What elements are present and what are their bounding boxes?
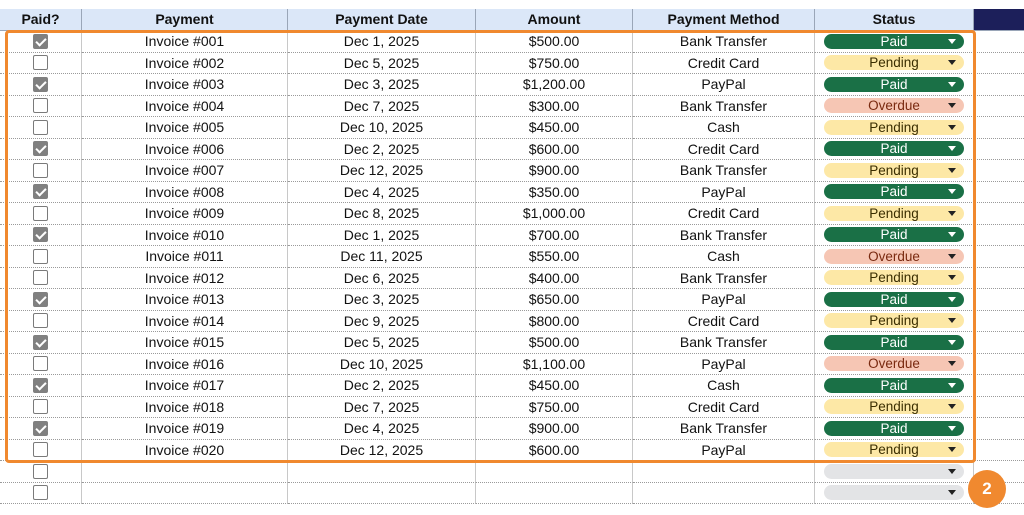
status-dropdown[interactable]: [824, 249, 964, 264]
status-label: Paid: [880, 291, 908, 307]
payment-date-cell[interactable]: Dec 4, 2025: [288, 182, 476, 204]
payment-cell[interactable]: Invoice #008: [82, 182, 288, 204]
table-row: [0, 117, 1024, 139]
amount-cell[interactable]: $450.00: [476, 117, 633, 139]
payment-date-cell[interactable]: Dec 10, 2025: [288, 117, 476, 139]
status-label: Pending: [869, 270, 919, 286]
status-dropdown[interactable]: [824, 184, 964, 199]
filler-cell: [974, 53, 1024, 75]
paid-checkbox[interactable]: [33, 227, 48, 242]
paid-cell: [0, 461, 82, 483]
payment-cell[interactable]: Invoice #010: [82, 225, 288, 247]
status-label: Overdue: [868, 356, 920, 372]
paid-checkbox[interactable]: [33, 206, 48, 221]
dropdown-arrow-icon[interactable]: [948, 447, 956, 452]
dropdown-arrow-icon[interactable]: [948, 469, 956, 474]
status-cell: [815, 96, 974, 118]
status-label: Paid: [880, 33, 908, 49]
paid-cell: [0, 440, 82, 462]
status-dropdown[interactable]: [824, 120, 964, 135]
dropdown-arrow-icon[interactable]: [948, 404, 956, 409]
paid-cell: [0, 182, 82, 204]
status-dropdown[interactable]: [824, 163, 964, 178]
filler-cell: [974, 225, 1024, 247]
filler-cell: [974, 160, 1024, 182]
filler-cell: [974, 182, 1024, 204]
payment-method-cell[interactable]: Credit Card: [633, 53, 815, 75]
payment-method-cell[interactable]: PayPal: [633, 354, 815, 376]
status-label: Pending: [869, 442, 919, 458]
status-cell: [815, 31, 974, 53]
paid-cell: [0, 96, 82, 118]
payment-cell[interactable]: Invoice #017: [82, 375, 288, 397]
payment-date-cell[interactable]: Dec 5, 2025: [288, 53, 476, 75]
paid-cell: [0, 311, 82, 333]
paid-checkbox[interactable]: [33, 356, 48, 371]
payment-cell[interactable]: Invoice #007: [82, 160, 288, 182]
dropdown-arrow-icon[interactable]: [948, 60, 956, 65]
payment-date-cell[interactable]: [288, 483, 476, 505]
status-cell: [815, 139, 974, 161]
amount-cell[interactable]: $600.00: [476, 440, 633, 462]
payment-method-cell[interactable]: [633, 483, 815, 505]
status-dropdown[interactable]: [824, 77, 964, 92]
payment-method-cell[interactable]: PayPal: [633, 289, 815, 311]
payment-date-cell[interactable]: Dec 4, 2025: [288, 418, 476, 440]
dropdown-arrow-icon[interactable]: [948, 146, 956, 151]
filler-cell: [974, 332, 1024, 354]
payment-cell[interactable]: [82, 461, 288, 483]
payment-cell[interactable]: Invoice #020: [82, 440, 288, 462]
paid-checkbox[interactable]: [33, 421, 48, 436]
payment-method-cell[interactable]: Bank Transfer: [633, 160, 815, 182]
table-row: [0, 203, 1024, 225]
header-row: [0, 9, 1024, 31]
payment-date-cell[interactable]: Dec 8, 2025: [288, 203, 476, 225]
status-dropdown[interactable]: [824, 442, 964, 457]
status-label: Paid: [880, 227, 908, 243]
paid-cell: [0, 289, 82, 311]
amount-cell[interactable]: $400.00: [476, 268, 633, 290]
status-cell: [815, 461, 974, 483]
status-label: Pending: [869, 119, 919, 135]
table-row: [0, 160, 1024, 182]
status-cell: [815, 53, 974, 75]
payment-date-cell[interactable]: Dec 12, 2025: [288, 440, 476, 462]
filler-cell: [974, 440, 1024, 462]
payment-date-cell[interactable]: Dec 10, 2025: [288, 354, 476, 376]
status-label: Pending: [869, 55, 919, 71]
paid-checkbox[interactable]: [33, 442, 48, 457]
filler-cell: [974, 117, 1024, 139]
amount-cell[interactable]: $750.00: [476, 397, 633, 419]
payment-date-cell[interactable]: Dec 3, 2025: [288, 74, 476, 96]
status-label: Paid: [880, 141, 908, 157]
status-label: Pending: [869, 399, 919, 415]
payment-date-cell[interactable]: Dec 3, 2025: [288, 289, 476, 311]
status-cell: [815, 440, 974, 462]
status-dropdown[interactable]: [824, 34, 964, 49]
payment-cell[interactable]: Invoice #009: [82, 203, 288, 225]
status-label: Pending: [869, 162, 919, 178]
amount-cell[interactable]: $450.00: [476, 375, 633, 397]
filler-cell: [974, 139, 1024, 161]
payment-method-cell[interactable]: Cash: [633, 246, 815, 268]
paid-cell: [0, 483, 82, 505]
amount-cell[interactable]: $1,000.00: [476, 203, 633, 225]
table-row: [0, 268, 1024, 290]
paid-checkbox[interactable]: [33, 270, 48, 285]
payment-date-cell[interactable]: Dec 1, 2025: [288, 31, 476, 53]
status-cell: [815, 375, 974, 397]
paid-checkbox[interactable]: [33, 335, 48, 350]
payment-cell[interactable]: Invoice #012: [82, 268, 288, 290]
payment-method-cell[interactable]: [633, 461, 815, 483]
payment-method-cell[interactable]: Bank Transfer: [633, 268, 815, 290]
column-header-payment[interactable]: Payment: [82, 9, 288, 31]
status-label: Overdue: [868, 248, 920, 264]
payment-date-cell[interactable]: Dec 9, 2025: [288, 311, 476, 333]
payment-method-cell[interactable]: PayPal: [633, 182, 815, 204]
status-dropdown[interactable]: [824, 55, 964, 70]
amount-cell[interactable]: [476, 483, 633, 505]
table-row: [0, 397, 1024, 419]
status-dropdown[interactable]: [824, 313, 964, 328]
status-cell: [815, 117, 974, 139]
amount-cell[interactable]: $1,200.00: [476, 74, 633, 96]
amount-cell[interactable]: $650.00: [476, 289, 633, 311]
paid-cell: [0, 332, 82, 354]
status-cell: [815, 160, 974, 182]
payment-cell[interactable]: Invoice #005: [82, 117, 288, 139]
paid-checkbox[interactable]: [33, 184, 48, 199]
status-dropdown[interactable]: [824, 399, 964, 414]
filler-cell: [974, 289, 1024, 311]
payment-cell[interactable]: Invoice #004: [82, 96, 288, 118]
status-cell: [815, 483, 974, 505]
paid-checkbox[interactable]: [33, 313, 48, 328]
paid-cell: [0, 53, 82, 75]
paid-checkbox[interactable]: [33, 292, 48, 307]
amount-cell[interactable]: $700.00: [476, 225, 633, 247]
payment-cell[interactable]: Invoice #015: [82, 332, 288, 354]
filler-cell: [974, 31, 1024, 53]
paid-checkbox[interactable]: [33, 399, 48, 414]
table-row: [0, 440, 1024, 462]
paid-cell: [0, 203, 82, 225]
payment-method-cell[interactable]: Credit Card: [633, 397, 815, 419]
filler-cell: [974, 311, 1024, 333]
paid-checkbox[interactable]: [33, 141, 48, 156]
empty-row: [0, 461, 1024, 483]
paid-cell: [0, 418, 82, 440]
status-label: Paid: [880, 184, 908, 200]
status-label: Pending: [869, 313, 919, 329]
paid-checkbox[interactable]: [33, 34, 48, 49]
dropdown-arrow-icon[interactable]: [948, 103, 956, 108]
filler-cell: [974, 418, 1024, 440]
payment-method-cell[interactable]: PayPal: [633, 440, 815, 462]
payment-method-cell[interactable]: Bank Transfer: [633, 225, 815, 247]
payment-date-cell[interactable]: Dec 7, 2025: [288, 397, 476, 419]
amount-cell[interactable]: $900.00: [476, 160, 633, 182]
amount-cell[interactable]: $350.00: [476, 182, 633, 204]
amount-cell[interactable]: $600.00: [476, 139, 633, 161]
payment-date-cell[interactable]: Dec 7, 2025: [288, 96, 476, 118]
amount-cell[interactable]: $800.00: [476, 311, 633, 333]
status-label: Paid: [880, 334, 908, 350]
paid-checkbox[interactable]: [33, 249, 48, 264]
column-header-amount[interactable]: Amount: [476, 9, 633, 31]
paid-cell: [0, 160, 82, 182]
payment-cell[interactable]: Invoice #014: [82, 311, 288, 333]
paid-cell: [0, 225, 82, 247]
table-row: [0, 332, 1024, 354]
status-dropdown[interactable]: [824, 206, 964, 221]
status-cell: [815, 311, 974, 333]
payment-method-cell[interactable]: Bank Transfer: [633, 31, 815, 53]
payment-date-cell[interactable]: Dec 1, 2025: [288, 225, 476, 247]
table-row: [0, 96, 1024, 118]
filler-cell: [974, 268, 1024, 290]
table-row: [0, 225, 1024, 247]
status-cell: [815, 225, 974, 247]
header-filler: [974, 9, 1024, 31]
status-cell: [815, 418, 974, 440]
payment-method-cell[interactable]: Credit Card: [633, 311, 815, 333]
dropdown-arrow-icon[interactable]: [948, 211, 956, 216]
table-row: [0, 354, 1024, 376]
filler-cell: [974, 246, 1024, 268]
paid-checkbox[interactable]: [33, 464, 48, 479]
dropdown-arrow-icon[interactable]: [948, 297, 956, 302]
column-header-paid[interactable]: Paid?: [0, 9, 82, 31]
filler-cell: [974, 397, 1024, 419]
status-dropdown[interactable]: [824, 98, 964, 113]
payment-method-cell[interactable]: Credit Card: [633, 139, 815, 161]
payment-date-cell[interactable]: Dec 2, 2025: [288, 139, 476, 161]
payment-cell[interactable]: Invoice #011: [82, 246, 288, 268]
table-row: [0, 418, 1024, 440]
status-cell: [815, 203, 974, 225]
payment-date-cell[interactable]: [288, 461, 476, 483]
column-header-payment-date[interactable]: Payment Date: [288, 9, 476, 31]
dropdown-arrow-icon[interactable]: [948, 232, 956, 237]
payment-method-cell[interactable]: PayPal: [633, 74, 815, 96]
table-row: [0, 31, 1024, 53]
amount-cell[interactable]: $300.00: [476, 96, 633, 118]
payment-date-cell[interactable]: Dec 5, 2025: [288, 332, 476, 354]
status-dropdown[interactable]: [824, 141, 964, 156]
status-cell: [815, 268, 974, 290]
status-label: Paid: [880, 76, 908, 92]
amount-cell[interactable]: $500.00: [476, 332, 633, 354]
paid-cell: [0, 246, 82, 268]
dropdown-arrow-icon[interactable]: [948, 490, 956, 495]
payment-cell[interactable]: Invoice #006: [82, 139, 288, 161]
paid-checkbox[interactable]: [33, 163, 48, 178]
dropdown-arrow-icon[interactable]: [948, 340, 956, 345]
paid-checkbox[interactable]: [33, 378, 48, 393]
payment-cell[interactable]: Invoice #001: [82, 31, 288, 53]
status-dropdown[interactable]: [824, 292, 964, 307]
status-dropdown[interactable]: [824, 335, 964, 350]
dropdown-arrow-icon[interactable]: [948, 168, 956, 173]
paid-checkbox[interactable]: [33, 55, 48, 70]
dropdown-arrow-icon[interactable]: [948, 318, 956, 323]
table-row: [0, 375, 1024, 397]
payment-cell[interactable]: Invoice #003: [82, 74, 288, 96]
column-header-payment-method[interactable]: Payment Method: [633, 9, 815, 31]
status-label: Paid: [880, 420, 908, 436]
amount-cell[interactable]: $550.00: [476, 246, 633, 268]
dropdown-arrow-icon[interactable]: [948, 426, 956, 431]
payment-method-cell[interactable]: Bank Transfer: [633, 418, 815, 440]
payment-method-cell[interactable]: Cash: [633, 117, 815, 139]
filler-cell: [974, 96, 1024, 118]
status-cell: [815, 332, 974, 354]
status-cell: [815, 289, 974, 311]
column-header-status[interactable]: Status: [815, 9, 974, 31]
payment-cell[interactable]: Invoice #018: [82, 397, 288, 419]
amount-cell[interactable]: $500.00: [476, 31, 633, 53]
payment-date-cell[interactable]: Dec 6, 2025: [288, 268, 476, 290]
status-cell: [815, 397, 974, 419]
payment-cell[interactable]: Invoice #016: [82, 354, 288, 376]
dropdown-arrow-icon[interactable]: [948, 361, 956, 366]
table-row: [0, 53, 1024, 75]
dropdown-arrow-icon[interactable]: [948, 189, 956, 194]
status-cell: [815, 246, 974, 268]
payment-date-cell[interactable]: Dec 11, 2025: [288, 246, 476, 268]
amount-cell[interactable]: $1,100.00: [476, 354, 633, 376]
filler-cell: [974, 354, 1024, 376]
paid-cell: [0, 268, 82, 290]
status-dropdown[interactable]: [824, 485, 964, 500]
status-label: Pending: [869, 205, 919, 221]
amount-cell[interactable]: [476, 461, 633, 483]
filler-cell: [974, 74, 1024, 96]
status-cell: [815, 74, 974, 96]
paid-checkbox[interactable]: [33, 120, 48, 135]
status-cell: [815, 182, 974, 204]
dropdown-arrow-icon[interactable]: [948, 383, 956, 388]
filler-cell: [974, 375, 1024, 397]
paid-cell: [0, 375, 82, 397]
amount-cell[interactable]: $900.00: [476, 418, 633, 440]
status-dropdown[interactable]: [824, 421, 964, 436]
payment-date-cell[interactable]: Dec 2, 2025: [288, 375, 476, 397]
paid-cell: [0, 139, 82, 161]
status-label: Paid: [880, 377, 908, 393]
payment-method-cell[interactable]: Bank Transfer: [633, 96, 815, 118]
payment-date-cell[interactable]: Dec 12, 2025: [288, 160, 476, 182]
dropdown-arrow-icon[interactable]: [948, 254, 956, 259]
status-cell: [815, 354, 974, 376]
paid-cell: [0, 354, 82, 376]
table-row: [0, 311, 1024, 333]
filler-cell: [974, 203, 1024, 225]
dropdown-arrow-icon[interactable]: [948, 82, 956, 87]
annotation-badge: 2: [968, 470, 1006, 508]
payment-cell[interactable]: [82, 483, 288, 505]
table-row: [0, 182, 1024, 204]
table-row: [0, 246, 1024, 268]
paid-checkbox[interactable]: [33, 77, 48, 92]
dropdown-arrow-icon[interactable]: [948, 39, 956, 44]
paid-checkbox[interactable]: [33, 485, 48, 500]
status-dropdown[interactable]: [824, 378, 964, 393]
payment-method-cell[interactable]: Credit Card: [633, 203, 815, 225]
paid-cell: [0, 117, 82, 139]
empty-row: [0, 483, 1024, 505]
status-dropdown[interactable]: [824, 270, 964, 285]
table-row: [0, 74, 1024, 96]
table-row: [0, 139, 1024, 161]
status-label: Overdue: [868, 98, 920, 114]
status-dropdown[interactable]: [824, 227, 964, 242]
status-dropdown[interactable]: [824, 356, 964, 371]
status-dropdown[interactable]: [824, 464, 964, 479]
paid-cell: [0, 397, 82, 419]
paid-cell: [0, 31, 82, 53]
paid-checkbox[interactable]: [33, 98, 48, 113]
payment-method-cell[interactable]: Cash: [633, 375, 815, 397]
table-row: [0, 289, 1024, 311]
dropdown-arrow-icon[interactable]: [948, 275, 956, 280]
payment-cell[interactable]: Invoice #002: [82, 53, 288, 75]
payment-cell[interactable]: Invoice #013: [82, 289, 288, 311]
paid-cell: [0, 74, 82, 96]
payment-cell[interactable]: Invoice #019: [82, 418, 288, 440]
dropdown-arrow-icon[interactable]: [948, 125, 956, 130]
payment-method-cell[interactable]: Bank Transfer: [633, 332, 815, 354]
amount-cell[interactable]: $750.00: [476, 53, 633, 75]
